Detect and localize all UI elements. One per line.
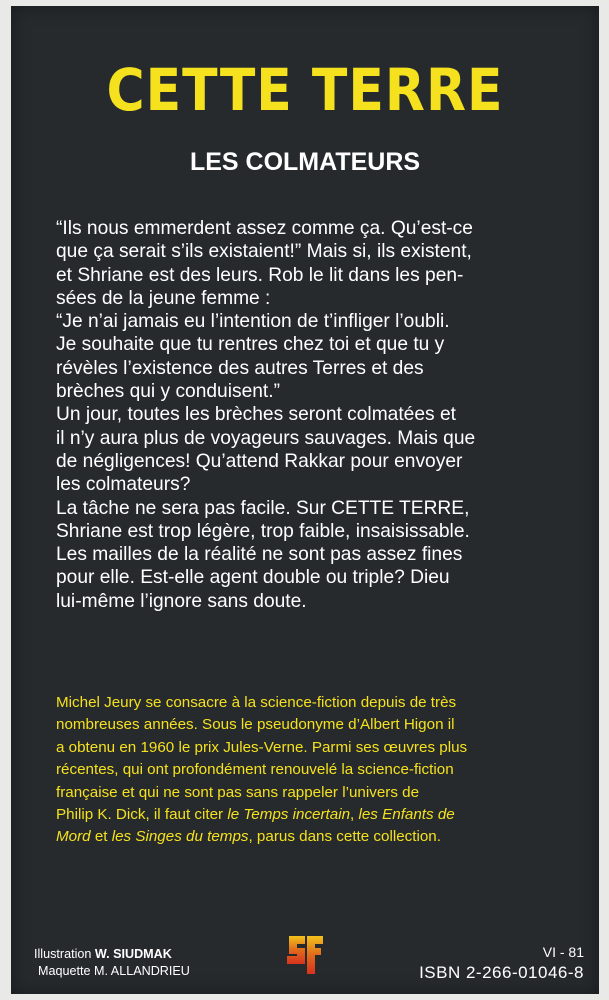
credit-label: Illustration [34, 947, 95, 961]
blurb-line: sées de la jeune femme : [56, 287, 271, 309]
blurb-line: Shriane est trop légère, trop faible, insaisissable. [56, 520, 470, 542]
blurb-line: “Je n’ai jamais eu l’intention de t’infliger l’oubli. [56, 311, 450, 333]
bio-text: Philip K. Dick, il faut citer [56, 806, 228, 824]
blurb-line: La tâche ne sera pas facile. Sur CETTE TERRE, [56, 497, 470, 519]
author-bio [56, 692, 568, 849]
blurb-line: brèches qui y conduisent.” [56, 381, 280, 403]
blurb-line: Je souhaite que tu rentres chez toi et que tu y [56, 334, 445, 356]
work-title: Mord [56, 828, 91, 846]
back-cover [11, 6, 599, 994]
blurb-line: lui-même l’ignore sans doute. [56, 590, 307, 612]
blurb-line: “Ils nous emmerdent assez comme ça. Qu’est-ce [56, 218, 473, 239]
book-title: CETTE TERRE [106, 57, 504, 125]
blurb-line: les colmateurs? [56, 474, 191, 496]
bio-line [56, 826, 568, 848]
bio-line: a obtenu en 1960 le prix Jules-Verne. Parmi ses œuvres plus [56, 738, 468, 756]
bio-line: Michel Jeury se consacre à la science-fiction depuis de très [56, 694, 457, 711]
illustrator-name: W. SIUDMAK [94, 947, 172, 961]
bio-line: récentes, qui ont profondément renouvelé la science-fiction [56, 761, 454, 779]
blurb-line: Les mailles de la réalité ne sont pas assez fines [56, 544, 463, 566]
book-subtitle: LES COLMATEURS [189, 148, 421, 176]
work-title: les Enfants de [358, 806, 455, 824]
work-title: les Singes du temps [111, 828, 249, 846]
bio-text: , parus dans cette collection. [248, 828, 441, 846]
blurb-line: et Shriane est des leurs. Rob le lit dans les pen- [56, 264, 464, 286]
bio-line: nombreuses années. Sous le pseudonyme d’Albert Higon il [56, 716, 455, 734]
illustration-credit [34, 946, 190, 963]
blurb-line: Un jour, toutes les brèches seront colmatées et [56, 404, 456, 426]
isbn: ISBN 2-266-01046-8 [419, 963, 584, 982]
maquette-name: M. ALLANDRIEU [94, 964, 190, 978]
credit-label: Maquette [38, 964, 95, 978]
blurb-line: pour elle. Est-elle agent double ou triple? Dieu [56, 567, 450, 589]
blurb-line: de négligences! Qu’attend Rakkar pour envoyer [56, 450, 463, 472]
bio-text: , [350, 806, 359, 824]
edition-code: VI - 81 [542, 944, 584, 960]
bio-text: et [90, 828, 112, 846]
bio-line [56, 804, 568, 826]
blurb-text [56, 217, 564, 613]
bio-line: française et qui ne sont pas sans rappeler l’univers de [56, 783, 420, 801]
blurb-line: il n’y aura plus de voyageurs sauvages. Mais que [56, 427, 476, 449]
blurb-line: révèles l’existence des autres Terres et des [56, 357, 424, 379]
sf-collection-logo-icon [285, 930, 325, 978]
work-title: le Temps incertain [227, 806, 351, 824]
publication-info [419, 942, 584, 984]
credits [34, 946, 190, 980]
blurb-line: que ça serait s’ils existaient!” Mais si, ils existent, [56, 241, 472, 263]
maquette-credit [34, 963, 190, 980]
